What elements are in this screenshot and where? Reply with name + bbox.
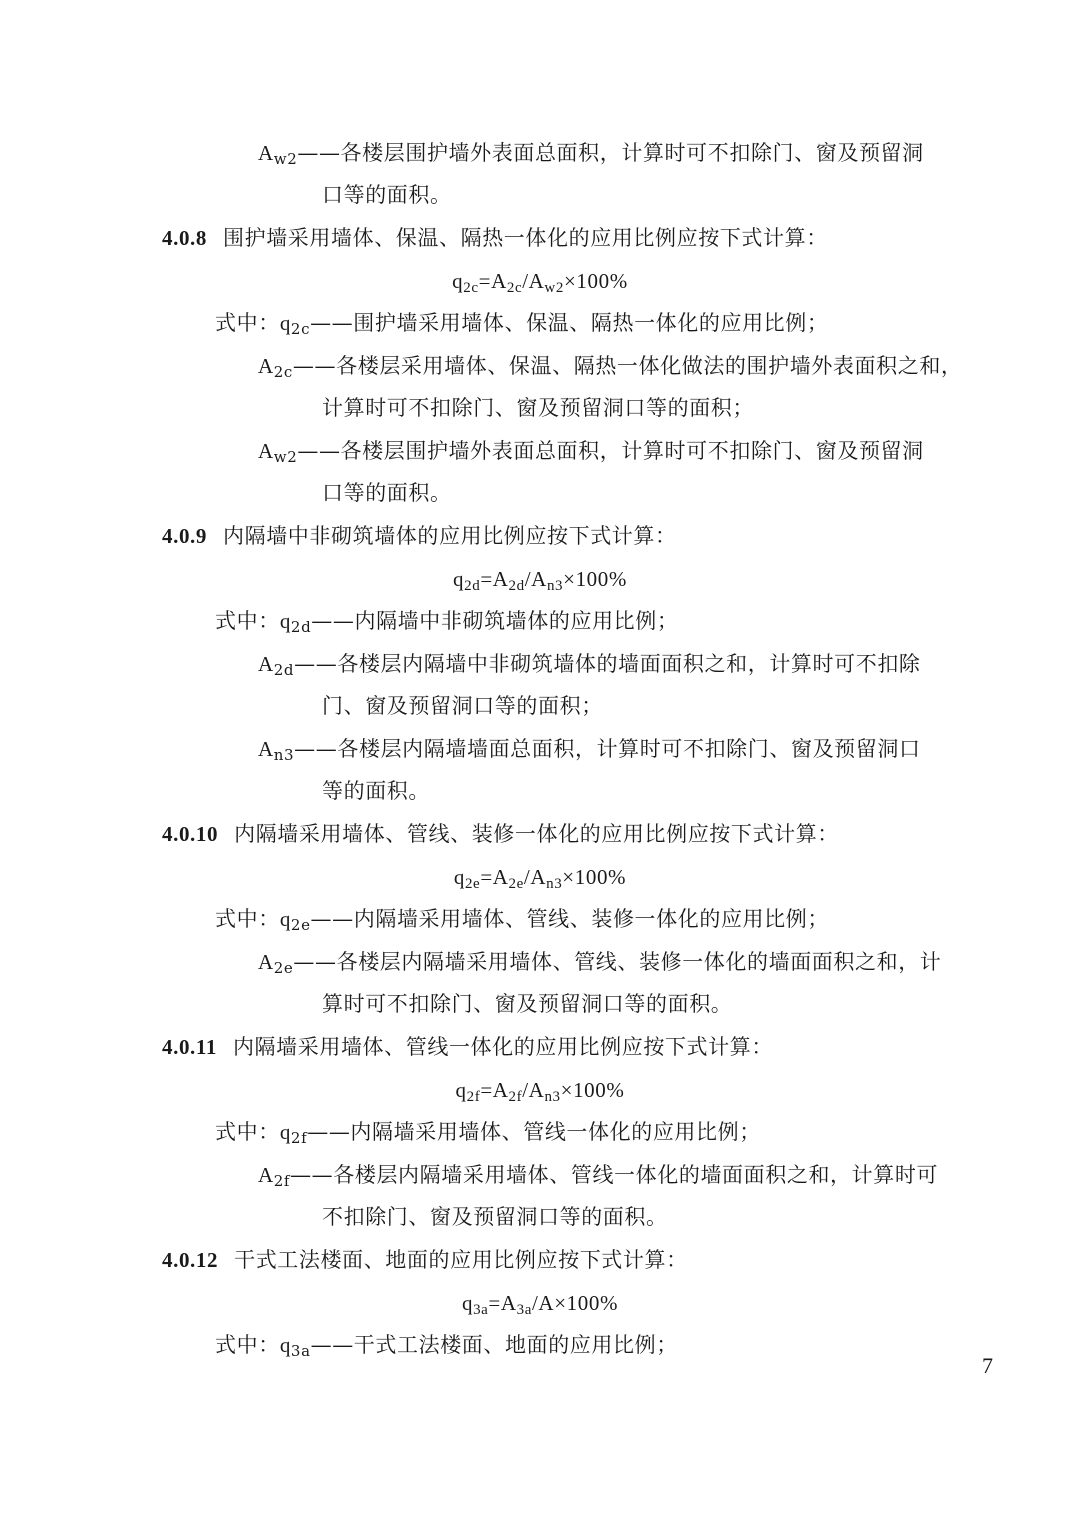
where-q2d: 式中：$q_{2d}——$内隔墙中非砌筑墙体的应用比例； (215, 609, 679, 636)
where-q3a: 式中：$q_{3a}——$干式工法楼面、地面的应用比例； (215, 1333, 678, 1360)
page-number: 7 (982, 1353, 993, 1378)
term-aw2b-line2: 口等的面积。 (322, 481, 452, 505)
term-aw2-line1: $A_{w2}——$各楼层围护墙外表面总面积，计算时可不扣除门、窗及预留洞 (258, 141, 924, 168)
term-a2f-line2: 不扣除门、窗及预留洞口等的面积。 (322, 1205, 668, 1229)
term-aw2-line2: 口等的面积。 (322, 183, 452, 207)
clause-heading-4-0-11: 4.0.11 内隔墙采用墙体、管线一体化的应用比例应按下式计算： (162, 1035, 773, 1059)
formula-q2c: $q_{2c}=A_{2c}/A_{w2}\times 100\%$ (452, 269, 628, 296)
where-q2e: 式中：$q_{2e}——$内隔墙采用墙体、管线、装修一体化的应用比例； (215, 907, 829, 934)
term-a2d-line2: 门、窗及预留洞口等的面积； (322, 694, 603, 718)
formula-q3a: $q_{3a}=A_{3a}/A\times 100\%$ (461, 1291, 619, 1318)
term-a2e-line2: 算时可不扣除门、窗及预留洞口等的面积。 (322, 992, 733, 1016)
term-aw2b-line1: $A_{w2}——$各楼层围护墙外表面总面积，计算时可不扣除门、窗及预留洞 (258, 439, 924, 466)
term-a2e-line1: $A_{2e}——$各楼层内隔墙采用墙体、管线、装修一体化的墙面面积之和，计 (258, 950, 942, 977)
where-q2c: 式中：$q_{2c}——$围护墙采用墙体、保温、隔热一体化的应用比例； (215, 311, 829, 338)
where-q2f: 式中：$q_{2f}——$内隔墙采用墙体、管线一体化的应用比例； (215, 1120, 761, 1147)
term-a2f-line1: $A_{2f}——$各楼层内隔墙采用墙体、管线一体化的墙面面积之和，计算时可 (258, 1163, 939, 1190)
clause-heading-4-0-9: 4.0.9 内隔墙中非砌筑墙体的应用比例应按下式计算： (162, 524, 677, 548)
formula-q2f: $q_{2f}=A_{2f}/A_{n3}\times 100\%$ (455, 1078, 625, 1105)
term-a2c-line1: $A_{2c}——$各楼层采用墙体、保温、隔热一体化做法的围护墙外表面积之和， (258, 354, 963, 381)
term-an3-line1: $A_{n3}——$各楼层内隔墙墙面总面积，计算时可不扣除门、窗及预留洞口 (258, 737, 921, 764)
term-a2d-line1: $A_{2d}——$各楼层内隔墙中非砌筑墙体的墙面面积之和，计算时可不扣除 (258, 652, 921, 679)
formula-q2e: $q_{2e}=A_{2e}/A_{n3}\times 100\%$ (453, 865, 627, 892)
clause-heading-4-0-10: 4.0.10 内隔墙采用墙体、管线、装修一体化的应用比例应按下式计算： (162, 822, 839, 846)
formula-q2d: $q_{2d}=A_{2d}/A_{n3}\times 100\%$ (453, 567, 627, 594)
clause-heading-4-0-8: 4.0.8 围护墙采用墙体、保温、隔热一体化的应用比例应按下式计算： (162, 226, 828, 250)
term-an3-line2: 等的面积。 (322, 779, 430, 803)
clause-heading-4-0-12: 4.0.12 干式工法楼面、地面的应用比例应按下式计算： (162, 1248, 688, 1272)
term-a2c-line2: 计算时可不扣除门、窗及预留洞口等的面积； (322, 396, 754, 420)
